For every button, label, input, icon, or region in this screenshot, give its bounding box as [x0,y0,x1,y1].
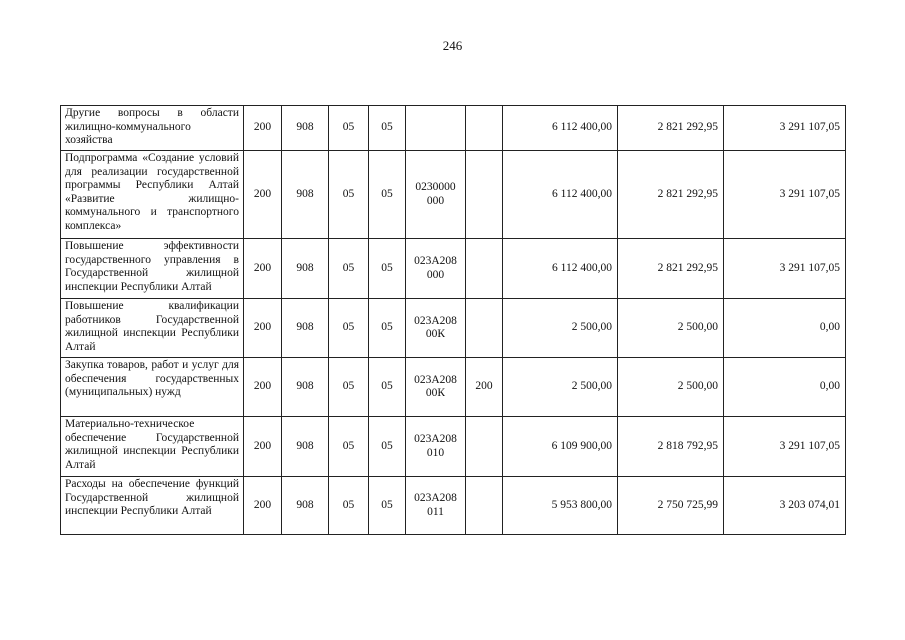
row-code-3: 05 [329,299,369,358]
row-target-code: 023А208 000 [406,239,466,299]
row-code-1: 200 [244,151,282,239]
row-code-4: 05 [369,417,406,477]
row-name: Материально-техническое обеспечение Государственной жилищной инспекции Республики Алтай [61,417,244,477]
table-row [61,151,846,239]
budget-table [60,105,846,535]
page-number: 246 [442,38,463,53]
row-code-1: 200 [244,358,282,417]
row-sum-2: 2 818 792,95 [618,417,724,477]
row-expense-type [466,477,503,535]
row-sum-2: 2 500,00 [618,358,724,417]
row-code-1: 200 [244,417,282,477]
row-expense-type [466,106,503,151]
row-sum-3: 3 203 074,01 [724,477,846,535]
row-sum-2: 2 750 725,99 [618,477,724,535]
row-code-3: 05 [329,477,369,535]
row-expense-type [466,299,503,358]
row-code-3: 05 [329,358,369,417]
row-sum-2: 2 500,00 [618,299,724,358]
row-name: Закупка товаров, работ и услуг для обеспечения государственных (муниципальных) нужд [61,358,244,417]
row-target-code: 023А208 010 [406,417,466,477]
row-expense-type [466,151,503,239]
row-code-4: 05 [369,239,406,299]
row-name: Повышение эффективности государственного управления в Государственной жилищной инспекции Республики Алтай [61,239,244,299]
row-code-1: 200 [244,106,282,151]
row-sum-1: 2 500,00 [503,358,618,417]
row-sum-3: 3 291 107,05 [724,151,846,239]
row-sum-1: 6 112 400,00 [503,151,618,239]
row-name: Другие вопросы в области жилищно-коммунального хозяйства [61,106,244,151]
row-expense-type: 200 [466,358,503,417]
row-target-code: 0230000 000 [406,151,466,239]
row-code-1: 200 [244,239,282,299]
row-code-1: 200 [244,299,282,358]
row-sum-3: 0,00 [724,358,846,417]
row-sum-3: 3 291 107,05 [724,417,846,477]
row-sum-3: 3 291 107,05 [724,106,846,151]
row-sum-1: 6 112 400,00 [503,106,618,151]
row-code-1: 200 [244,477,282,535]
table-row [61,299,846,358]
row-code-2: 908 [282,299,329,358]
row-code-2: 908 [282,151,329,239]
row-target-code [406,106,466,151]
row-code-2: 908 [282,417,329,477]
row-code-3: 05 [329,417,369,477]
row-code-2: 908 [282,106,329,151]
row-target-code: 023А208 00К [406,299,466,358]
row-code-4: 05 [369,299,406,358]
table-row [61,358,846,417]
row-sum-2: 2 821 292,95 [618,239,724,299]
row-sum-1: 5 953 800,00 [503,477,618,535]
row-code-4: 05 [369,106,406,151]
row-code-2: 908 [282,477,329,535]
row-expense-type [466,417,503,477]
row-name: Повышение квалификации работников Государственной жилищной инспекции Республики Алтай [61,299,244,358]
table-row [61,106,846,151]
row-sum-1: 2 500,00 [503,299,618,358]
table-row [61,239,846,299]
row-sum-3: 0,00 [724,299,846,358]
row-name: Расходы на обеспечение функций Государственной жилищной инспекции Республики Алтай [61,477,244,535]
row-code-2: 908 [282,239,329,299]
row-expense-type [466,239,503,299]
row-code-3: 05 [329,106,369,151]
row-code-4: 05 [369,151,406,239]
row-sum-1: 6 109 900,00 [503,417,618,477]
row-sum-1: 6 112 400,00 [503,239,618,299]
row-code-3: 05 [329,239,369,299]
row-sum-2: 2 821 292,95 [618,151,724,239]
row-target-code: 023А208 00К [406,358,466,417]
row-code-4: 05 [369,477,406,535]
row-code-4: 05 [369,358,406,417]
row-sum-2: 2 821 292,95 [618,106,724,151]
row-sum-3: 3 291 107,05 [724,239,846,299]
row-code-2: 908 [282,358,329,417]
row-name: Подпрограмма «Создание условий для реализации государственной программы Республики Алтай «Развитие жилищно-коммунального и транспортного комплекса» [61,151,244,239]
row-code-3: 05 [329,151,369,239]
table-row [61,417,846,477]
row-target-code: 023А208 011 [406,477,466,535]
table-row [61,477,846,535]
